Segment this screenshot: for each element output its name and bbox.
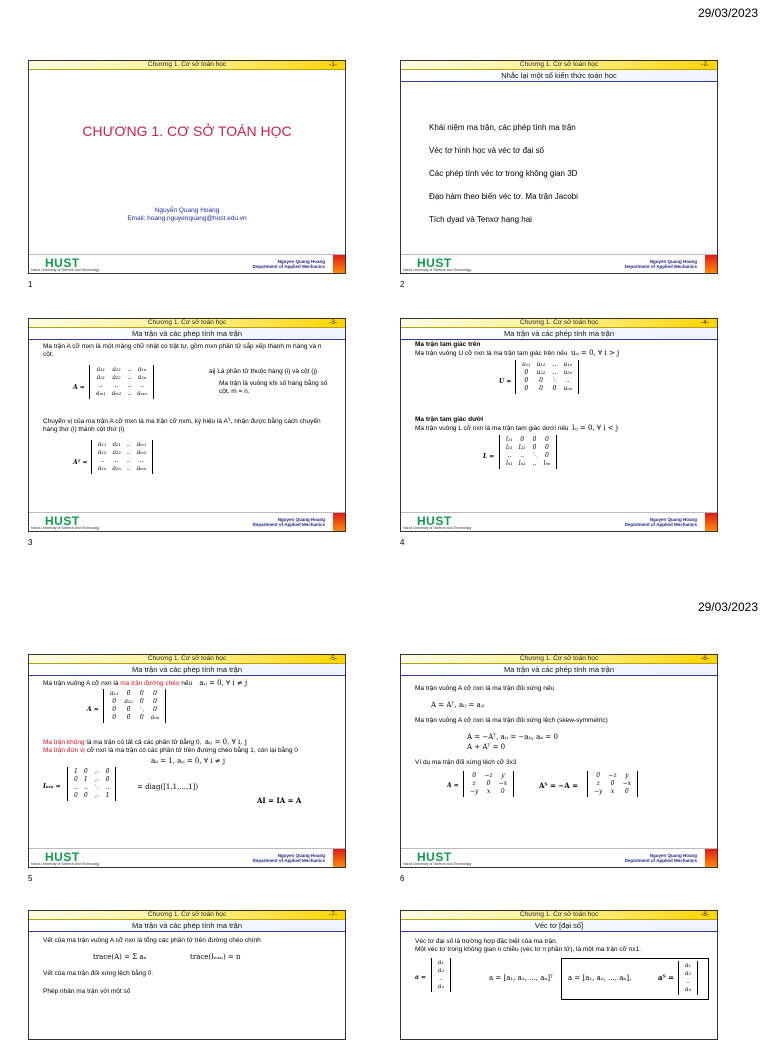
author-name: Nguyễn Quang Hoàng [154, 207, 220, 214]
topic-item: Véc tơ hình học và véc tơ đại số [429, 146, 544, 155]
formula: aᵢⱼ = 0, ∀ i, j [204, 738, 247, 746]
element-note: aij Là phần tử thuộc hàng (i) và cột (j) [209, 368, 318, 375]
footer-stripe [333, 849, 345, 867]
footer-author: Nguyen Quang Hoang [277, 517, 325, 522]
hust-logo: HUST [45, 850, 80, 864]
formula: aᵢⱼ = 0, ∀ i ≠ j [199, 679, 248, 687]
slide-subtitle: Ma trận và các phép tính ma trận [401, 664, 717, 676]
footer-dept: Department of Applied Mechanics [252, 858, 325, 863]
slide-header: Chương 1. Cơ sở toán học [29, 61, 345, 70]
footer-stripe [333, 513, 345, 531]
slide-header: Chương 1. Cơ sở toán học [401, 61, 717, 70]
hust-logo: HUST [45, 514, 80, 528]
slide-number: -7- [329, 911, 337, 918]
slide-subtitle: Ma trận và các phép tính ma trận [401, 328, 717, 340]
slide-footer [29, 512, 345, 531]
slide-7[interactable] [28, 910, 346, 1040]
formula: uᵢⱼ = 0, ∀ i > j [571, 349, 620, 357]
formula: a = [a₁, a₂, ..., aₙ]ᵀ [489, 974, 554, 982]
footer-author: Nguyen Quang Hoang [649, 259, 697, 264]
university-name: Hanoi University of Science and Technology [403, 526, 472, 530]
transpose-matrix: 0 −z y z 0 −x −y x 0 [587, 771, 638, 797]
hust-logo: HUST [417, 850, 452, 864]
slide-5[interactable]: Chương 1. Cơ sở toán học -5- Ma trận và các phép tính ma trận Ma trận vuông A cỡ nxn là ma trận đường chéo nếu aᵢⱼ = 0, ∀ i ≠ j A = a₁₁ 0 0 0 0 a₂₂ 0 0 0 0 ⋱ 0 0 0 0 aₙₙ Ma trận không là ma trận có tất cả các phần tử bằng 0, aᵢⱼ = 0, ∀ i, j Ma trận đơn vị cỡ nxn là ma trận có các phần tử trên đường chéo bằng 1, còn lại bằng 0 aᵢᵢ = 1, aᵢⱼ = 0, ∀ i ≠ j Iₙₓₙ = 1 0 .. 0 0 1 .. 0 .. .. ⋱ .. 0 0 .. 1 = diag([1,1,...,1]) AI = IA = A HUST Hanoi University of Science and Technology Nguyen Quang Hoang Department of Applied Mechanics [28, 654, 346, 868]
slide-8[interactable]: Chương 1. Cơ sở toán học -8- Véc tơ [đại số] Véc tơ đại số là trường hợp đặc biệt của ma trận. Một véc tơ trong không gian n chiều (véc tơ n phần tử), là một ma trận cỡ nx1. a = a₁ a₂ .. aₙ a = [a₁, a₂, ..., aₙ]ᵀ a = [a₁, a₂, ..., aₙ], aᵀ = a₁ a₂ .. aₙ [400, 910, 718, 1040]
paragraph: Ví dụ ma trận đối xứng lệch cỡ 3x3 [415, 759, 517, 766]
column-vector: a₁ a₂ .. aₙ [431, 958, 451, 992]
formula: lᵢⱼ = 0, ∀ i < j [572, 424, 619, 432]
slide-header: Chương 1. Cơ sở toán học [401, 655, 717, 664]
footer-dept: Department of Applied Mechanics [252, 522, 325, 527]
diagonal-matrix: a₁₁ 0 0 0 0 a₂₂ 0 0 0 0 ⋱ 0 0 0 0 aₙₙ [103, 689, 166, 723]
slide-number: -5- [329, 655, 337, 662]
topic-item: Tích dyad và Tenxơ hạng hai [429, 215, 532, 224]
date-label: 29/03/2023 [697, 6, 758, 20]
author-email[interactable]: Email: hoang.nguyenquang@hust.edu.vn [127, 215, 247, 222]
footer-stripe [705, 513, 717, 531]
transpose-vector: a₁ a₂ .. aₙ [678, 961, 698, 995]
slide-1[interactable] [28, 60, 346, 274]
footer-stripe [705, 255, 717, 273]
footer-author: Nguyen Quang Hoang [277, 259, 325, 264]
slide-4[interactable]: Chương 1. Cơ sở toán học -4- Ma trận và các phép tính ma trận Ma trận tam giác trên Ma trận vuông U cỡ nxn là ma trận tam giác trên nếu uᵢⱼ = 0, ∀ i > j U = u₁₁ u₁₂ .. u₁ₙ 0 u₂₂ .. u₂ₙ 0 0 ⋱ .. 0 0 0 uₙₙ Ma trận tam giác dưới Ma trận vuông L cỡ nxn là ma trận tam giác dưới nếu lᵢⱼ = 0, ∀ i < j L = l₁₁ 0 0 0 l₂₁ l₂₂ 0 0 .. .. ⋱ 0 lₙ₁ lₙ₂ .. lₙₙ HUST Hanoi University of Science and Technology Nguyen Quang Hoang Department of Applied Mechanics [400, 318, 718, 532]
slide-number: -4- [701, 319, 709, 326]
university-name: Hanoi University of Science and Technology [31, 268, 100, 272]
topic-list [429, 116, 578, 231]
paragraph: cỡ nxn là ma trận có các phần tử trên đường chéo bằng 1, còn lại bằng 0 [84, 747, 298, 754]
slide-subtitle: Nhắc lại một số kiến thức toán học [401, 70, 717, 82]
slide-number: -1- [329, 61, 337, 68]
slide-number: -3- [329, 319, 337, 326]
upper-triangular-matrix: u₁₁ u₁₂ .. u₁ₙ 0 u₂₂ .. u₂ₙ 0 0 ⋱ .. 0 0 0 uₙₙ [515, 360, 579, 394]
matrix-a-transpose: a₁₁ a₂₁ .. aₘ₁ a₁₂ a₂₂ .. aₘ₂ .. .. .. .. a₁ₙ a₂ₙ .. aₘₙ [91, 440, 153, 474]
paragraph: Ma trận vuông A cỡ nxn là [43, 680, 121, 687]
hust-logo: HUST [417, 256, 452, 270]
slide-subtitle: Ma trận và các phép tính ma trận [29, 328, 345, 340]
slide-2[interactable] [400, 60, 718, 274]
slide-header: Chương 1. Cơ sở toán học [29, 319, 345, 328]
hust-logo: HUST [417, 514, 452, 528]
footer-dept: Department of Applied Mechanics [624, 522, 697, 527]
slide-subtitle: Véc tơ [đại số] [401, 920, 717, 932]
formula: = diag([1,1,...,1]) [137, 783, 199, 791]
section-heading: Ma trận tam giác dưới [415, 416, 484, 423]
slide-footer [401, 848, 717, 867]
university-name: Hanoi University of Science and Technology [403, 268, 472, 272]
paragraph: Vết của ma trận đối xứng lệch bằng 0. [43, 970, 154, 977]
paragraph: nếu [179, 680, 193, 687]
topic-item: Các phép tính véc tơ trong không gian 3D [429, 169, 578, 178]
footer-author: Nguyen Quang Hoang [649, 853, 697, 858]
paragraph: Chuyển vị của ma trận A cỡ mxn là ma trận cỡ nxm, ký hiệu là Aᵀ, nhận được bằng cách chuyển hàng thứ (i) thành cột thứ (i) [43, 418, 321, 433]
slide-footer [401, 512, 717, 531]
slide-footer [401, 254, 717, 273]
topic-item: Đạo hàm theo biến véc tơ. Ma trận Jacobi [429, 192, 578, 201]
highlight-term: Ma trận đơn vị [43, 747, 85, 754]
paragraph: Ma trận vuông L cỡ nxn là ma trận tam giác dưới nếu [415, 425, 569, 432]
slide-footer [29, 254, 345, 273]
page-number: 4 [400, 538, 405, 547]
slide-footer [29, 848, 345, 867]
formula: a = [a₁, a₂, ..., aₙ], [568, 974, 632, 982]
hust-logo: HUST [45, 256, 80, 270]
page-number: 6 [400, 874, 405, 883]
skew-symmetric-matrix: 0 −z y z 0 −x −y x 0 [463, 771, 514, 797]
slide-subtitle: Ma trận và các phép tính ma trận [29, 664, 345, 676]
paragraph: Vết của ma trận vuông A cỡ nxn là tổng các phần tử trên đường chéo chính [43, 937, 261, 944]
formula: AI = IA = A [257, 796, 302, 805]
slide-header: Chương 1. Cơ sở toán học [401, 319, 717, 328]
paragraph: Ma trận vuông A cỡ nxn là ma trận đối xứng lệch (skew-symmetric) [415, 717, 608, 724]
highlight-box [561, 958, 709, 1000]
page-number: 5 [28, 874, 33, 883]
page-number: 2 [400, 280, 405, 289]
highlight-term: ma trận đường chéo [120, 680, 180, 687]
paragraph: Ma trận A cỡ mxn là một mảng chữ nhật có trật tự, gồm mxn phần tử sắp xếp thành m hàng và n cột. [43, 343, 322, 358]
formula: trace(Iₙₓₙ) = n [190, 953, 241, 961]
formula: Aᵀ = −A = [539, 781, 578, 790]
university-name: Hanoi University of Science and Technology [403, 862, 472, 866]
slide-header: Chương 1. Cơ sở toán học [29, 911, 345, 920]
footer-stripe [333, 255, 345, 273]
slide-subtitle: Ma trận và các phép tính ma trận [29, 920, 345, 932]
page-number: 1 [28, 280, 33, 289]
paragraph: là ma trận có tất cả các phần tử bằng 0, [84, 739, 202, 746]
paragraph: Một véc tơ trong không gian n chiều (véc tơ n phần tử), là một ma trận cỡ nx1. [415, 946, 641, 953]
footer-dept: Department of Applied Mechanics [624, 858, 697, 863]
date-label: 29/03/2023 [697, 600, 758, 614]
identity-matrix: 1 0 .. 0 0 1 .. 0 .. .. ⋱ .. 0 0 .. 1 [67, 767, 116, 801]
slide-header: Chương 1. Cơ sở toán học [401, 911, 717, 920]
paragraph: Phép nhân ma trận với một số [43, 988, 131, 995]
slide-number: -6- [701, 655, 709, 662]
matrix-a: a₁₁ a₁₂ .. a₁ₙ a₂₁ a₂₂ .. a₂ₙ .. .. .. .. aₘ₁ aₘ₂ .. aₘₙ [89, 365, 154, 399]
paragraph: Ma trận vuông A cỡ nxn là ma trận đối xứng nếu [415, 685, 555, 692]
formula: aᵀ = [658, 973, 675, 982]
formula: trace(A) = Σ aᵢᵢ [93, 953, 147, 961]
slide-number: -2- [701, 61, 709, 68]
footer-author: Nguyen Quang Hoang [277, 853, 325, 858]
slide-3[interactable]: Chương 1. Cơ sở toán học -3- Ma trận và các phép tính ma trận Ma trận A cỡ mxn là một mảng chữ nhật có trật tự, gồm mxn phần tử sắp xếp thành m hàng và n cột. A = a₁₁ a₁₂ .. a₁ₙ a₂₁ a₂₂ .. a₂ₙ .. .. .. .. aₘ₁ aₘ₂ .. aₘₙ aij Là phần tử thuộc hàng (i) và cột (j) Ma trận là vuông khi số hàng bằng số cột, m = n. Chuyển vị của ma trận A cỡ mxn là ma trận cỡ nxm, ký hiệu là Aᵀ, nhận được bằng cách chuyển hàng thứ (i) thành cột thứ (i) Aᵀ = a₁₁ a₂₁ .. aₘ₁ a₁₂ a₂₂ .. aₘ₂ .. .. .. .. a₁ₙ a₂ₙ .. aₘₙ HUST Hanoi University of Science and Technology Nguyen Quang Hoang Department of Applied Mechanics [28, 318, 346, 532]
footer-stripe [705, 849, 717, 867]
section-heading: Ma trận tam giác trên [415, 341, 481, 348]
square-note: Ma trận là vuông khi số hàng bằng số cột, m = n. [219, 380, 328, 395]
lower-triangular-matrix: l₁₁ 0 0 0 l₂₁ l₂₂ 0 0 .. .. ⋱ 0 lₙ₁ lₙ₂ .. lₙₙ [499, 435, 557, 469]
slide-header: Chương 1. Cơ sở toán học [29, 655, 345, 664]
page-number: 3 [28, 538, 33, 547]
paragraph: Ma trận vuông U cỡ nxn là ma trận tam giác trên nếu [415, 350, 568, 357]
university-name: Hanoi University of Science and Technology [31, 526, 100, 530]
chapter-title: CHƯƠNG 1. CƠ SỞ TOÁN HỌC [82, 123, 292, 139]
footer-dept: Department of Applied Mechanics [624, 264, 697, 269]
slide-number: -8- [701, 911, 709, 918]
formula: A = −Aᵀ, aᵢⱼ = −aⱼᵢ, aᵢᵢ = 0 [467, 733, 558, 741]
footer-dept: Department of Applied Mechanics [252, 264, 325, 269]
slide-6[interactable]: Chương 1. Cơ sở toán học -6- Ma trận và các phép tính ma trận Ma trận vuông A cỡ nxn là ma trận đối xứng nếu A = Aᵀ, aᵢⱼ = aⱼᵢ Ma trận vuông A cỡ nxn là ma trận đối xứng lệch (skew-symmetric) A = −Aᵀ, aᵢⱼ = −aⱼᵢ, aᵢᵢ = 0 A + Aᵀ = 0 Ví dụ ma trận đối xứng lệch cỡ 3x3 A = 0 −z y z 0 −x −y x 0 Aᵀ = −A = 0 −z y z 0 −x −y x 0 HUST Hanoi University of Science and Technology Nguyen Quang Hoang Department of Applied Mechanics [400, 654, 718, 868]
highlight-term: Ma trận không [43, 739, 85, 746]
formula: aᵢᵢ = 1, aᵢⱼ = 0, ∀ i ≠ j [150, 757, 226, 765]
paragraph: Véc tơ đại số là trường hợp đặc biệt của ma trận. [415, 938, 558, 945]
footer-author: Nguyen Quang Hoang [649, 517, 697, 522]
university-name: Hanoi University of Science and Technology [31, 862, 100, 866]
topic-item: Khái niệm ma trận, các phép tính ma trận [429, 123, 576, 132]
formula: A + Aᵀ = 0 [467, 743, 506, 751]
formula: A = Aᵀ, aᵢⱼ = aⱼᵢ [431, 701, 484, 709]
